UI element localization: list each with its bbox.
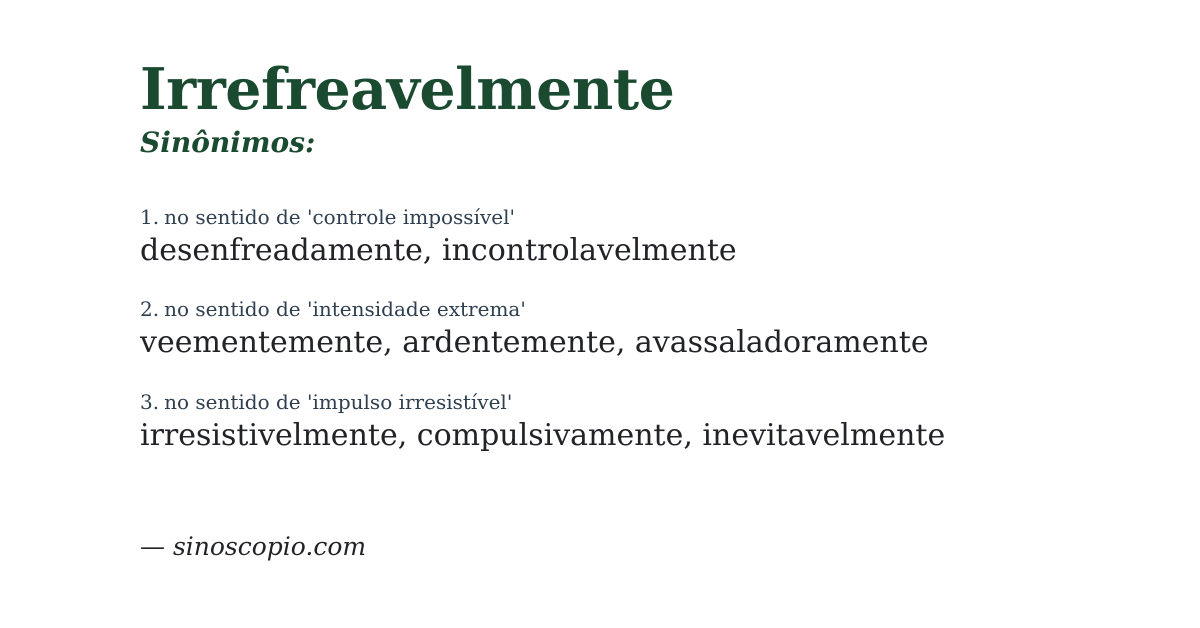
sense-number: 2.	[140, 297, 160, 322]
sense-entry-1	[140, 205, 1140, 270]
synonyms-heading: Sinônimos:	[140, 125, 316, 159]
sense-entry-3	[140, 390, 1140, 455]
headword-title: Irrefreavelmente	[140, 56, 675, 123]
sense-number: 3.	[140, 389, 160, 414]
sense-label	[140, 390, 1140, 415]
sense-number: 1.	[140, 204, 160, 229]
sense-label	[140, 297, 1140, 322]
sense-description: no sentido de 'impulso irresistível'	[164, 389, 513, 414]
sense-entry-2	[140, 297, 1140, 362]
synonyms-list: veementemente, ardentemente, avassaladoramente	[140, 325, 929, 361]
sense-label	[140, 205, 1140, 230]
sense-description: no sentido de 'controle impossível'	[164, 204, 515, 229]
sense-entries	[140, 205, 1140, 455]
synonyms-list: irresistivelmente, compulsivamente, inevitavelmente	[140, 417, 946, 453]
source-attribution: — sinoscopio.com	[140, 532, 367, 561]
sense-description: no sentido de 'intensidade extrema'	[164, 297, 526, 322]
synonyms-list: desenfreadamente, incontrolavelmente	[140, 232, 737, 268]
